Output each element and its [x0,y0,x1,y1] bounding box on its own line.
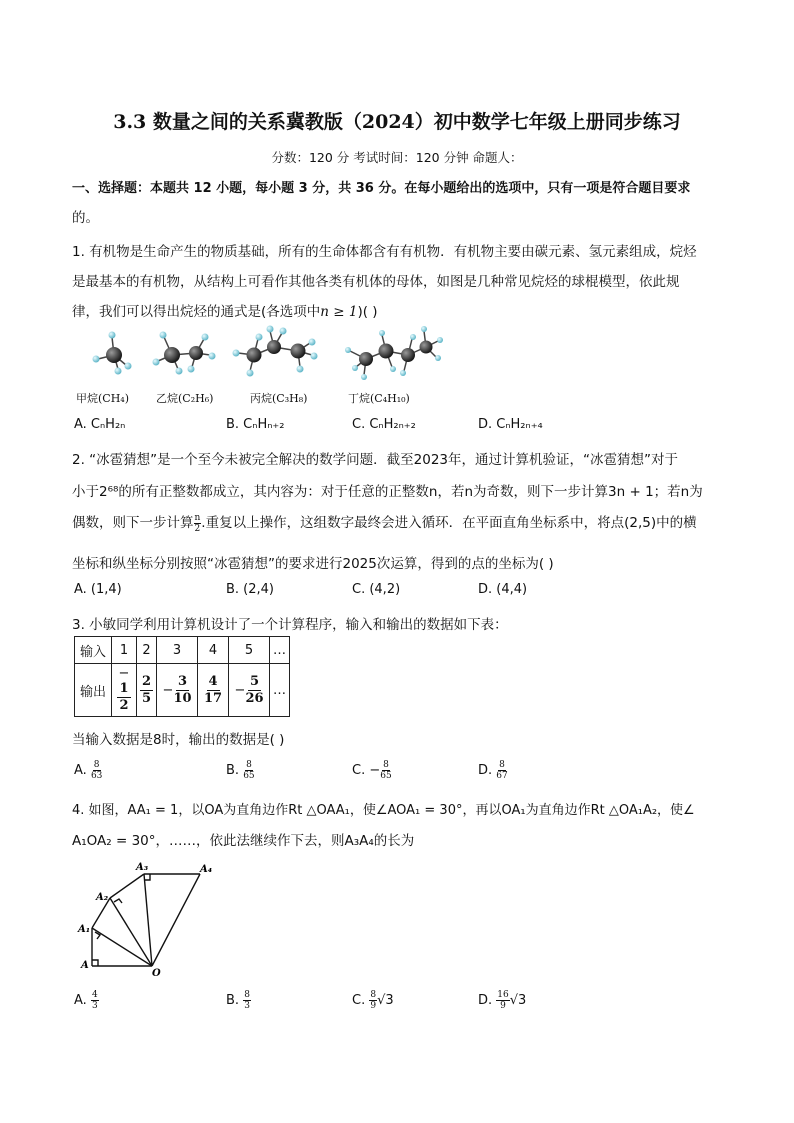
butane-model [345,326,443,380]
input-cell: 4 [198,637,229,664]
methane-model [93,332,132,375]
output-cell: … [270,664,290,717]
input-row [75,637,290,664]
q1-line3-post: )( ) [357,304,378,320]
q1-option-c[interactable]: C. CₙH₂ₙ₊₂ [352,417,416,432]
exam-meta: 分数：120 分 考试时间：120 分钟 命题人： [271,150,523,165]
q2-line3-post: .重复以上操作，这组数字最终会进入循环．在平面直角坐标系中，将点(2,5)中的横 [201,515,697,531]
input-label-cell: 输入 [75,637,112,664]
q4-option-b[interactable]: B. $\frac{8}{3}$ [226,990,250,1011]
caption-ethane: 乙烷(C₂H₆) [156,392,214,405]
propane-model [233,326,318,377]
q2-option-b[interactable]: B. (2,4) [226,582,275,597]
q1-option-a[interactable]: A. CₙH₂ₙ [74,417,126,432]
q1-option-b[interactable]: B. CₙHₙ₊₂ [226,417,285,432]
input-cell: … [270,637,290,664]
q4-option-d[interactable]: D. $\frac{16}{9}$ √3 [478,990,527,1011]
q4-text-line2: A₁OA₂ = 30°，……，依此法继续作下去，则A₃A₄的长为 [72,833,415,849]
q2-text-line3 [72,511,697,534]
q4-option-a[interactable]: A. $\frac{4}{3}$ [74,990,98,1011]
q3-option-c[interactable]: C. − $\frac{8}{65}$ [352,760,392,781]
q3-option-d[interactable]: D. $\frac{8}{67}$ [478,760,508,781]
q3-option-b[interactable]: B. $\frac{8}{65}$ [226,760,255,781]
q1-line3-math: n ≥ 1 [320,304,358,320]
output-label-cell: 输出 [75,664,112,717]
q1-option-d[interactable]: D. CₙH₂ₙ₊₄ [478,417,543,432]
label-A3: A₃ [136,862,149,873]
q1-text-line1: 1. 有机物是生命产生的物质基础，所有的生命体都含有有机物．有机物主要由碳元素、氢元素组成，烷烃 [72,244,697,260]
label-A2: A₂ [96,892,109,903]
output-cell [137,664,157,717]
output-row [75,664,290,717]
label-O: O [152,968,161,978]
input-cell: 1 [112,637,137,664]
output-fraction: $\frac{2}{5}$ [142,673,152,706]
caption-butane: 丁烷(C₄H₁₀) [348,392,410,405]
output-fraction: $\frac{5}{26}$ [245,673,264,706]
label-A: A [81,960,89,971]
output-cell: − $\frac{3}{10}$ [157,664,198,717]
output-cell: − $\frac{5}{26}$ [229,664,270,717]
ethane-model [153,332,216,375]
output-fraction: $\frac{1}{2}$ [119,681,129,713]
q1-text-line2: 是最基本的有机物，从结构上可看作其他各类有机体的母体，如图是几种常见烷烃的球棍模型，依此规 [72,274,680,290]
input-cell: 2 [137,637,157,664]
q2-option-d[interactable]: D. (4,4) [478,582,528,597]
label-A4: A₄ [200,864,213,875]
output-fraction: $\frac{4}{17}$ [204,673,223,706]
io-table [74,636,290,717]
label-A1: A₁ [78,924,91,935]
q2-text-line2: 小于2⁶⁸的所有正整数都成立，其内容为：对于任意的正整数n，若n为奇数，则下一步计算3n + 1；若n为 [72,484,703,500]
caption-methane: 甲烷(CH₄) [76,392,130,405]
triangles-figure [72,858,222,978]
input-cell: 3 [157,637,198,664]
caption-propane: 丙烷(C₃H₈) [250,392,308,405]
output-fraction: $\frac{3}{10}$ [173,673,192,706]
output-cell: − $\frac{1}{2}$ [112,664,137,717]
q2-text-line4: 坐标和纵坐标分别按照“冰雹猜想”的要求进行2025次运算，得到的点的坐标为( ) [72,556,554,572]
n-over-2-fraction: $\frac{n}{2}$ [194,512,201,534]
q2-option-c[interactable]: C. (4,2) [352,582,401,597]
q2-line3-pre: 偶数，则下一步计算 [72,515,194,531]
q3-text-line2: 当输入数据是8时，输出的数据是( ) [72,732,285,748]
q4-text-line1: 4. 如图，AA₁ = 1，以OA为直角边作Rt △OAA₁，使∠AOA₁ = 30°，再以OA₁为直角边作Rt △OA₁A₂，使∠ [72,803,695,818]
q2-option-a[interactable]: A. (1,4) [74,582,122,597]
q2-text-line1: 2. “冰雹猜想”是一个至今未被完全解决的数学问题．截至2023年，通过计算机验证，“冰雹猜想”对于 [72,452,679,468]
q1-text-line3 [72,300,378,320]
input-cell: 5 [229,637,270,664]
alkane-models-figure [74,325,444,383]
output-cell [198,664,229,717]
q3-option-a[interactable]: A. $\frac{8}{63}$ [74,760,103,781]
q1-line3-pre: 律，我们可以得出烷烃的通式是(各选项中 [72,304,321,320]
section-heading-line2: 的。 [72,210,99,226]
section-heading-line1: 一、选择题：本题共 12 小题，每小题 3 分，共 36 分。在每小题给出的选项中，只有一项是符合题目要求 [72,181,691,196]
q4-option-c[interactable]: C. $\frac{8}{9}$ √3 [352,990,394,1011]
q3-text-line1: 3. 小敏同学利用计算机设计了一个计算程序，输入和输出的数据如下表： [72,617,508,633]
page-title: 3.3 数量之间的关系冀教版（2024）初中数学七年级上册同步练习 [113,111,681,133]
